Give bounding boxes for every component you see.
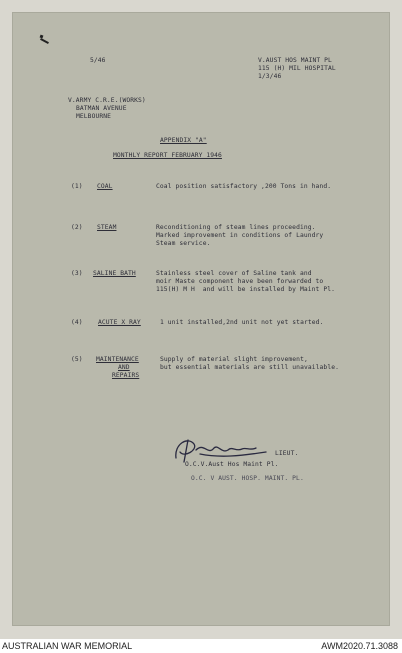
item-text: Supply of material slight improvement, <box>160 356 308 363</box>
item-text: but essential materials are still unavailable. <box>160 364 339 371</box>
item-label: SALINE BATH <box>93 270 136 277</box>
item-label: STEAM <box>97 224 117 231</box>
document-date: 1/3/46 <box>258 73 282 80</box>
item-number: (4) <box>71 319 83 326</box>
item-label: REPAIRS <box>112 372 140 379</box>
hospital-name: 115 (H) MIL HOSPITAL <box>258 65 336 72</box>
addressee-line: BATMAN AVENUE <box>76 105 127 112</box>
signatory-rank: LIEUT. <box>275 450 299 457</box>
item-number: (3) <box>71 270 83 277</box>
item-number: (5) <box>71 356 83 363</box>
item-label: AND <box>118 364 130 371</box>
item-text: Coal position satisfactory ,200 Tons in hand. <box>156 183 332 190</box>
item-text: Marked improvement in conditions of Laundry <box>156 232 324 239</box>
item-number: (1) <box>71 183 83 190</box>
addressee-line: MELBOURNE <box>76 113 112 120</box>
item-text: 115(H) M H and will be installed by Maint Pl. <box>156 286 335 293</box>
item-label: COAL <box>97 183 113 190</box>
item-text: moir Maste component have been forwarded to <box>156 278 324 285</box>
item-number: (2) <box>71 224 83 231</box>
item-label: ACUTE X RAY <box>98 319 141 326</box>
report-title: MONTHLY REPORT FEBRUARY 1946 <box>113 152 222 159</box>
unit-stamp: O.C. V AUST. HOSP. MAINT. PL. <box>191 475 304 482</box>
archive-reference: AWM2020.71.3088 <box>321 641 398 651</box>
archive-name: AUSTRALIAN WAR MEMORIAL <box>2 641 133 651</box>
addressee-line: V.ARMY C.R.E.(WORKS) <box>68 97 146 104</box>
appendix-title: APPENDIX "A" <box>160 137 207 144</box>
signatory-title: O.C.V.Aust Hos Maint Pl. <box>185 461 279 468</box>
document-reference: 5/46 <box>90 57 106 64</box>
item-text: Steam service. <box>156 240 211 247</box>
item-text: Reconditioning of steam lines proceeding. <box>156 224 316 231</box>
item-text: Stainless steel cover of Saline tank and <box>156 270 312 277</box>
archive-footer <box>0 639 402 653</box>
item-label: MAINTENANCE <box>96 356 139 363</box>
unit-name: V.AUST HOS MAINT PL <box>258 57 332 64</box>
item-text: 1 unit installed,2nd unit not yet started. <box>160 319 324 326</box>
